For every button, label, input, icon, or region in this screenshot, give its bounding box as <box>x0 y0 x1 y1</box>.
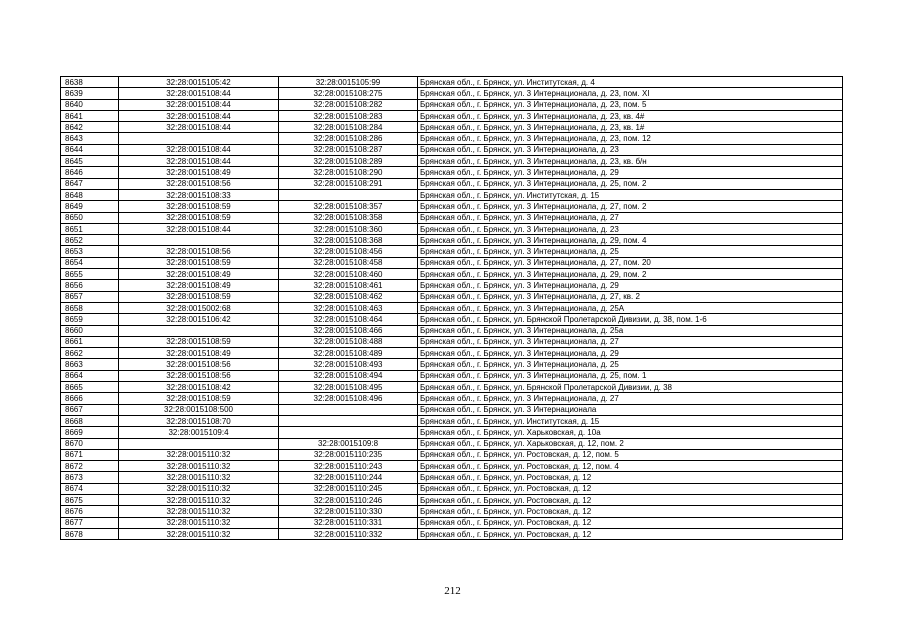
cadastral-number-cell: 32:28:0015108:462 <box>279 291 418 302</box>
table-row <box>61 427 843 438</box>
row-number-cell: 8639 <box>61 88 119 99</box>
cadastral-number-cell: 32:28:0015110:330 <box>279 506 418 517</box>
row-number-cell: 8666 <box>61 393 119 404</box>
address-cell: Брянская обл., г. Брянск, ул. 3 Интернационала, д. 23, кв. б/н <box>418 156 843 167</box>
address-cell: Брянская обл., г. Брянск, ул. Брянской Пролетарской Дивизии, д. 38 <box>418 382 843 393</box>
address-cell: Брянская обл., г. Брянск, ул. 3 Интернационала, д. 27, пом. 2 <box>418 201 843 212</box>
table-row <box>61 359 843 370</box>
parent-cadastral-number-cell: 32:28:0015108:44 <box>119 144 279 155</box>
address-cell: Брянская обл., г. Брянск, ул. 3 Интернационала <box>418 404 843 415</box>
parent-cadastral-number-cell: 32:28:0015108:59 <box>119 201 279 212</box>
address-cell: Брянская обл., г. Брянск, ул. Ростовская, д. 12 <box>418 528 843 539</box>
address-cell: Брянская обл., г. Брянск, ул. Ростовская, д. 12, пом. 5 <box>418 449 843 460</box>
address-cell: Брянская обл., г. Брянск, ул. Ростовская, д. 12 <box>418 506 843 517</box>
table-row <box>61 382 843 393</box>
address-cell: Брянская обл., г. Брянск, ул. 3 Интернационала, д. 25А <box>418 302 843 313</box>
cadastral-number-cell: 32:28:0015108:291 <box>279 178 418 189</box>
cadastral-number-cell: 32:28:0015108:289 <box>279 156 418 167</box>
address-cell: Брянская обл., г. Брянск, ул. Ростовская, д. 12 <box>418 494 843 505</box>
address-cell: Брянская обл., г. Брянск, ул. 3 Интернационала, д. 25, пом. 1 <box>418 370 843 381</box>
cadastral-number-cell: 32:28:0015110:246 <box>279 494 418 505</box>
cadastral-number-cell: 32:28:0015108:493 <box>279 359 418 370</box>
row-number-cell: 8640 <box>61 99 119 110</box>
cadastral-number-cell: 32:28:0015108:460 <box>279 269 418 280</box>
parent-cadastral-number-cell: 32:28:0015108:44 <box>119 156 279 167</box>
address-cell: Брянская обл., г. Брянск, ул. 3 Интернационала, д. 27 <box>418 336 843 347</box>
parent-cadastral-number-cell: 32:28:0015002:68 <box>119 302 279 313</box>
row-number-cell: 8650 <box>61 212 119 223</box>
cadastral-number-cell: 32:28:0015108:458 <box>279 257 418 268</box>
table-row <box>61 348 843 359</box>
address-cell: Брянская обл., г. Брянск, ул. 3 Интернационала, д. 27, кв. 2 <box>418 291 843 302</box>
parent-cadastral-number-cell: 32:28:0015108:56 <box>119 359 279 370</box>
parent-cadastral-number-cell: 32:28:0015110:32 <box>119 506 279 517</box>
row-number-cell: 8643 <box>61 133 119 144</box>
cadastral-number-cell: 32:28:0015110:245 <box>279 483 418 494</box>
cadastral-number-cell: 32:28:0015108:283 <box>279 110 418 121</box>
table-row <box>61 483 843 494</box>
cadastral-number-cell: 32:28:0015108:286 <box>279 133 418 144</box>
cadastral-number-cell: 32:28:0015108:358 <box>279 212 418 223</box>
parent-cadastral-number-cell: 32:28:0015108:59 <box>119 393 279 404</box>
table-row <box>61 156 843 167</box>
table-row <box>61 336 843 347</box>
page-number: 212 <box>444 585 461 597</box>
row-number-cell: 8644 <box>61 144 119 155</box>
row-number-cell: 8673 <box>61 472 119 483</box>
parent-cadastral-number-cell: 32:28:0015108:59 <box>119 291 279 302</box>
parent-cadastral-number-cell: 32:28:0015108:44 <box>119 99 279 110</box>
row-number-cell: 8641 <box>61 110 119 121</box>
cadastral-number-cell <box>279 189 418 200</box>
address-cell: Брянская обл., г. Брянск, ул. 3 Интернационала, д. 25 <box>418 246 843 257</box>
parent-cadastral-number-cell: 32:28:0015108:49 <box>119 167 279 178</box>
row-number-cell: 8651 <box>61 223 119 234</box>
address-cell: Брянская обл., г. Брянск, ул. Институтская, д. 15 <box>418 415 843 426</box>
cadastral-number-cell: 32:28:0015108:284 <box>279 122 418 133</box>
address-cell: Брянская обл., г. Брянск, ул. 3 Интернационала, д. 27 <box>418 212 843 223</box>
row-number-cell: 8662 <box>61 348 119 359</box>
table-row <box>61 167 843 178</box>
row-number-cell: 8654 <box>61 257 119 268</box>
cadastral-number-cell: 32:28:0015105:99 <box>279 77 418 88</box>
row-number-cell: 8645 <box>61 156 119 167</box>
cadastral-number-cell: 32:28:0015108:495 <box>279 382 418 393</box>
cadastral-number-cell: 32:28:0015108:357 <box>279 201 418 212</box>
parent-cadastral-number-cell: 32:28:0015108:44 <box>119 110 279 121</box>
row-number-cell: 8648 <box>61 189 119 200</box>
table-row <box>61 314 843 325</box>
table-row <box>61 246 843 257</box>
table-row <box>61 201 843 212</box>
table-row <box>61 449 843 460</box>
cadastral-number-cell <box>279 404 418 415</box>
table-row <box>61 223 843 234</box>
row-number-cell: 8664 <box>61 370 119 381</box>
table-row <box>61 370 843 381</box>
table-row <box>61 144 843 155</box>
table-row <box>61 235 843 246</box>
table-row <box>61 528 843 539</box>
cadastral-number-cell: 32:28:0015108:287 <box>279 144 418 155</box>
parent-cadastral-number-cell: 32:28:0015108:70 <box>119 415 279 426</box>
table-row <box>61 257 843 268</box>
address-cell: Брянская обл., г. Брянск, ул. 3 Интернационала, д. 29, пом. 4 <box>418 235 843 246</box>
row-number-cell: 8638 <box>61 77 119 88</box>
row-number-cell: 8671 <box>61 449 119 460</box>
address-cell: Брянская обл., г. Брянск, ул. 3 Интернационала, д. 23, пом. XI <box>418 88 843 99</box>
cadastral-number-cell: 32:28:0015110:332 <box>279 528 418 539</box>
table-row <box>61 269 843 280</box>
parent-cadastral-number-cell: 32:28:0015108:49 <box>119 269 279 280</box>
cadastral-number-cell: 32:28:0015108:464 <box>279 314 418 325</box>
cadastral-number-cell: 32:28:0015108:368 <box>279 235 418 246</box>
table-row <box>61 461 843 472</box>
row-number-cell: 8652 <box>61 235 119 246</box>
address-cell: Брянская обл., г. Брянск, ул. 3 Интернационала, д. 27, пом. 20 <box>418 257 843 268</box>
cadastral-number-cell: 32:28:0015108:489 <box>279 348 418 359</box>
row-number-cell: 8665 <box>61 382 119 393</box>
cadastral-number-cell: 32:28:0015108:496 <box>279 393 418 404</box>
cadastral-number-cell: 32:28:0015109:8 <box>279 438 418 449</box>
row-number-cell: 8663 <box>61 359 119 370</box>
table-body <box>61 77 843 540</box>
cadastral-number-cell: 32:28:0015110:243 <box>279 461 418 472</box>
address-cell: Брянская обл., г. Брянск, ул. Институтская, д. 4 <box>418 77 843 88</box>
address-cell: Брянская обл., г. Брянск, ул. Ростовская, д. 12 <box>418 517 843 528</box>
parent-cadastral-number-cell: 32:28:0015108:56 <box>119 246 279 257</box>
table-row <box>61 133 843 144</box>
cadastral-number-cell: 32:28:0015108:360 <box>279 223 418 234</box>
row-number-cell: 8667 <box>61 404 119 415</box>
cadastral-number-cell: 32:28:0015108:282 <box>279 99 418 110</box>
parent-cadastral-number-cell: 32:28:0015108:44 <box>119 223 279 234</box>
table-row <box>61 291 843 302</box>
address-cell: Брянская обл., г. Брянск, ул. Институтская, д. 15 <box>418 189 843 200</box>
row-number-cell: 8678 <box>61 528 119 539</box>
cadastral-number-cell: 32:28:0015108:456 <box>279 246 418 257</box>
address-cell: Брянская обл., г. Брянск, ул. 3 Интернационала, д. 23, пом. 12 <box>418 133 843 144</box>
parent-cadastral-number-cell <box>119 133 279 144</box>
table-row <box>61 302 843 313</box>
table-row <box>61 438 843 449</box>
address-cell: Брянская обл., г. Брянск, ул. Ростовская, д. 12, пом. 4 <box>418 461 843 472</box>
row-number-cell: 8677 <box>61 517 119 528</box>
table-row <box>61 517 843 528</box>
table-row <box>61 325 843 336</box>
parent-cadastral-number-cell: 32:28:0015106:42 <box>119 314 279 325</box>
parent-cadastral-number-cell: 32:28:0015108:44 <box>119 122 279 133</box>
parent-cadastral-number-cell: 32:28:0015110:32 <box>119 483 279 494</box>
table-row <box>61 122 843 133</box>
parent-cadastral-number-cell <box>119 325 279 336</box>
cadastral-number-cell: 32:28:0015110:331 <box>279 517 418 528</box>
row-number-cell: 8655 <box>61 269 119 280</box>
row-number-cell: 8642 <box>61 122 119 133</box>
address-cell: Брянская обл., г. Брянск, ул. 3 Интернационала, д. 23, пом. 5 <box>418 99 843 110</box>
row-number-cell: 8659 <box>61 314 119 325</box>
row-number-cell: 8674 <box>61 483 119 494</box>
address-cell: Брянская обл., г. Брянск, ул. Ростовская, д. 12 <box>418 472 843 483</box>
parent-cadastral-number-cell: 32:28:0015108:49 <box>119 348 279 359</box>
table-row <box>61 77 843 88</box>
parent-cadastral-number-cell: 32:28:0015108:42 <box>119 382 279 393</box>
address-cell: Брянская обл., г. Брянск, ул. 3 Интернационала, д. 25, пом. 2 <box>418 178 843 189</box>
cadastral-number-cell <box>279 427 418 438</box>
address-cell: Брянская обл., г. Брянск, ул. 3 Интернационала, д. 23 <box>418 144 843 155</box>
parent-cadastral-number-cell: 32:28:0015108:56 <box>119 178 279 189</box>
row-number-cell: 8660 <box>61 325 119 336</box>
row-number-cell: 8653 <box>61 246 119 257</box>
parent-cadastral-number-cell: 32:28:0015108:500 <box>119 404 279 415</box>
row-number-cell: 8661 <box>61 336 119 347</box>
address-cell: Брянская обл., г. Брянск, ул. Харьковская, д. 10а <box>418 427 843 438</box>
table-row <box>61 212 843 223</box>
parent-cadastral-number-cell: 32:28:0015108:59 <box>119 257 279 268</box>
row-number-cell: 8657 <box>61 291 119 302</box>
row-number-cell: 8675 <box>61 494 119 505</box>
parent-cadastral-number-cell: 32:28:0015110:32 <box>119 449 279 460</box>
address-cell: Брянская обл., г. Брянск, ул. Брянской Пролетарской Дивизии, д. 38, пом. 1-6 <box>418 314 843 325</box>
table-row <box>61 189 843 200</box>
cadastral-number-cell: 32:28:0015110:235 <box>279 449 418 460</box>
table-row <box>61 404 843 415</box>
parent-cadastral-number-cell: 32:28:0015110:32 <box>119 494 279 505</box>
parent-cadastral-number-cell: 32:28:0015109:4 <box>119 427 279 438</box>
address-cell: Брянская обл., г. Брянск, ул. 3 Интернационала, д. 23, кв. 1# <box>418 122 843 133</box>
table-row <box>61 110 843 121</box>
property-register-table <box>60 76 843 540</box>
address-cell: Брянская обл., г. Брянск, ул. 3 Интернационала, д. 27 <box>418 393 843 404</box>
cadastral-number-cell: 32:28:0015108:290 <box>279 167 418 178</box>
parent-cadastral-number-cell: 32:28:0015108:49 <box>119 280 279 291</box>
row-number-cell: 8670 <box>61 438 119 449</box>
table-row <box>61 99 843 110</box>
parent-cadastral-number-cell: 32:28:0015108:33 <box>119 189 279 200</box>
cadastral-number-cell: 32:28:0015110:244 <box>279 472 418 483</box>
address-cell: Брянская обл., г. Брянск, ул. 3 Интернационала, д. 23 <box>418 223 843 234</box>
parent-cadastral-number-cell: 32:28:0015110:32 <box>119 528 279 539</box>
cadastral-number-cell: 32:28:0015108:463 <box>279 302 418 313</box>
address-cell: Брянская обл., г. Брянск, ул. Харьковская, д. 12, пом. 2 <box>418 438 843 449</box>
table-row <box>61 415 843 426</box>
parent-cadastral-number-cell <box>119 235 279 246</box>
address-cell: Брянская обл., г. Брянск, ул. 3 Интернационала, д. 29 <box>418 280 843 291</box>
row-number-cell: 8668 <box>61 415 119 426</box>
row-number-cell: 8669 <box>61 427 119 438</box>
table-row <box>61 506 843 517</box>
table-row <box>61 472 843 483</box>
parent-cadastral-number-cell: 32:28:0015110:32 <box>119 461 279 472</box>
table-row <box>61 280 843 291</box>
table-row <box>61 88 843 99</box>
parent-cadastral-number-cell: 32:28:0015108:59 <box>119 212 279 223</box>
table-row <box>61 178 843 189</box>
table-row <box>61 494 843 505</box>
row-number-cell: 8646 <box>61 167 119 178</box>
parent-cadastral-number-cell: 32:28:0015105:42 <box>119 77 279 88</box>
parent-cadastral-number-cell <box>119 438 279 449</box>
address-cell: Брянская обл., г. Брянск, ул. 3 Интернационала, д. 29 <box>418 167 843 178</box>
cadastral-number-cell: 32:28:0015108:466 <box>279 325 418 336</box>
parent-cadastral-number-cell: 32:28:0015108:44 <box>119 88 279 99</box>
address-cell: Брянская обл., г. Брянск, ул. Ростовская, д. 12 <box>418 483 843 494</box>
address-cell: Брянская обл., г. Брянск, ул. 3 Интернационала, д. 25 <box>418 359 843 370</box>
row-number-cell: 8676 <box>61 506 119 517</box>
parent-cadastral-number-cell: 32:28:0015110:32 <box>119 472 279 483</box>
parent-cadastral-number-cell: 32:28:0015108:59 <box>119 336 279 347</box>
cadastral-number-cell: 32:28:0015108:488 <box>279 336 418 347</box>
address-cell: Брянская обл., г. Брянск, ул. 3 Интернационала, д. 23, кв. 4# <box>418 110 843 121</box>
cadastral-number-cell <box>279 415 418 426</box>
cadastral-number-cell: 32:28:0015108:494 <box>279 370 418 381</box>
row-number-cell: 8658 <box>61 302 119 313</box>
address-cell: Брянская обл., г. Брянск, ул. 3 Интернационала, д. 29 <box>418 348 843 359</box>
row-number-cell: 8672 <box>61 461 119 472</box>
row-number-cell: 8649 <box>61 201 119 212</box>
parent-cadastral-number-cell: 32:28:0015108:56 <box>119 370 279 381</box>
row-number-cell: 8647 <box>61 178 119 189</box>
row-number-cell: 8656 <box>61 280 119 291</box>
cadastral-number-cell: 32:28:0015108:461 <box>279 280 418 291</box>
parent-cadastral-number-cell: 32:28:0015110:32 <box>119 517 279 528</box>
address-cell: Брянская обл., г. Брянск, ул. 3 Интернационала, д. 29, пом. 2 <box>418 269 843 280</box>
address-cell: Брянская обл., г. Брянск, ул. 3 Интернационала, д. 25а <box>418 325 843 336</box>
cadastral-number-cell: 32:28:0015108:275 <box>279 88 418 99</box>
table-row <box>61 393 843 404</box>
